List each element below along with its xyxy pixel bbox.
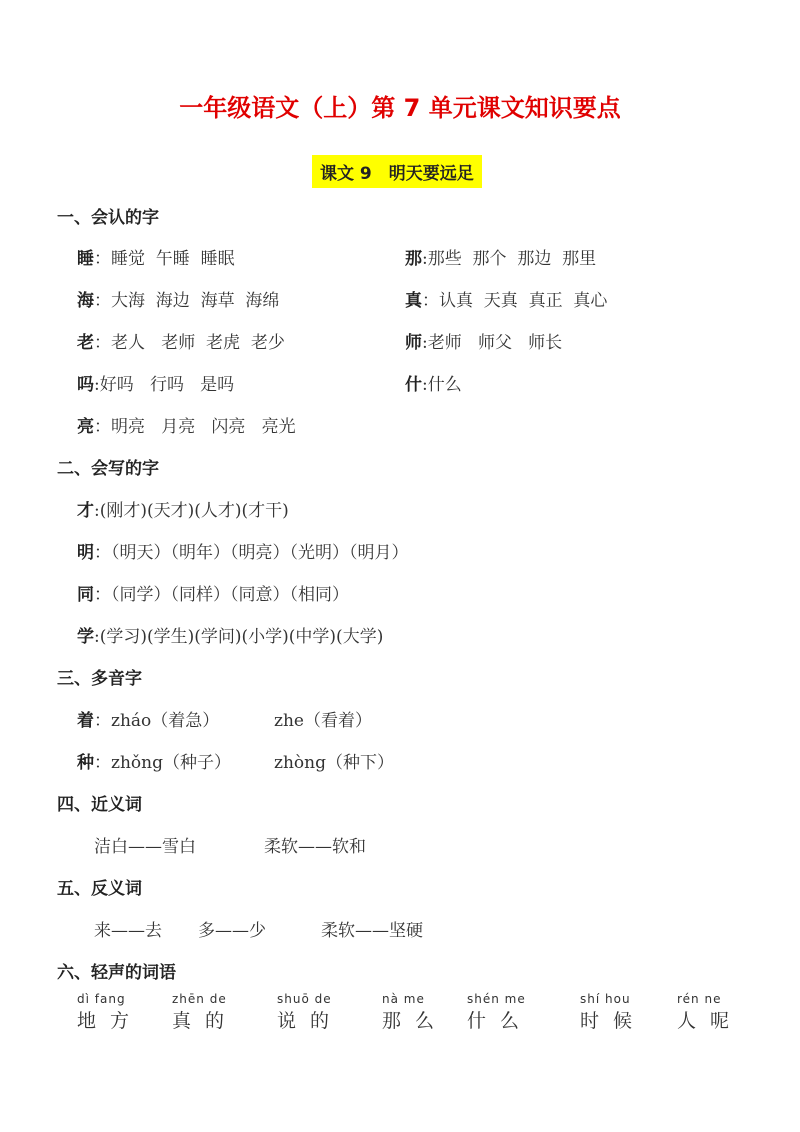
write-item: 同：（同学）（同样）（同意）（相同）: [77, 585, 349, 605]
recognize-char: 吗: [77, 375, 94, 395]
recognize-char: 那: [405, 249, 422, 269]
hanzi: 那么: [382, 1010, 449, 1032]
pinyin: shuō de: [277, 992, 332, 1006]
section-heading-synonyms: 四、近义词: [57, 795, 142, 815]
section-heading-antonyms: 五、反义词: [57, 879, 142, 899]
antonym-pair: 多——少: [198, 921, 266, 941]
recognize-item: 老：老人 老师 老虎 老少: [77, 333, 285, 353]
recognize-char: 睡: [77, 249, 94, 269]
polyphone-reading: zhòng（种下）: [274, 753, 394, 773]
recognize-item: 什:什么: [405, 375, 462, 395]
neutral-tone-word: [580, 992, 646, 1033]
neutral-tone-word: [467, 992, 533, 1033]
synonym-pair: 柔软——软和: [264, 837, 366, 857]
hanzi: 人呢: [677, 1010, 744, 1032]
antonym-pair: 来——去: [94, 921, 162, 941]
neutral-tone-word: [677, 992, 743, 1033]
neutral-tone-word: [172, 992, 238, 1033]
polyphone-item: 着：zháo（着急）: [77, 711, 220, 731]
section-heading-recognize: 一、会认的字: [57, 208, 159, 228]
pinyin: zhēn de: [172, 992, 227, 1006]
hanzi: 地方: [77, 1010, 144, 1032]
recognize-words: 老师 师父 师长: [427, 333, 563, 353]
polyphone-item: 种：zhǒng（种子）: [77, 753, 231, 773]
recognize-char: 亮: [77, 417, 94, 437]
recognize-words: 认真 天真 真正 真心: [439, 291, 608, 311]
recognize-words: 那些 那个 那边 那里: [427, 249, 597, 269]
polyphone-char: 着: [77, 711, 94, 731]
recognize-item: 亮：明亮 月亮 闪亮 亮光: [77, 417, 296, 437]
polyphone-reading: zhe（看着）: [274, 711, 372, 731]
write-char: 明: [77, 543, 94, 563]
hanzi: 什么: [467, 1010, 534, 1032]
write-words: (刚才)(天才)(人才)(才干): [99, 501, 289, 521]
polyphone-reading: zhǒng（种子）: [111, 753, 231, 773]
polyphone-reading: zháo（着急）: [111, 711, 220, 731]
neutral-tone-word: [77, 992, 143, 1033]
antonym-pair: 柔软——坚硬: [321, 921, 423, 941]
write-words: （明天）（明年）（明亮）（光明）（明月）: [111, 543, 409, 563]
pinyin: shí hou: [580, 992, 631, 1006]
page-title: 一年级语文（上）第 7 单元课文知识要点: [179, 94, 621, 122]
recognize-item: 那:那些 那个 那边 那里: [405, 249, 597, 269]
write-item: 明：（明天）（明年）（明亮）（光明）（明月）: [77, 543, 409, 563]
recognize-char: 真: [405, 291, 422, 311]
section-heading-neutral-tone: 六、轻声的词语: [57, 963, 176, 983]
pinyin: shén me: [467, 992, 526, 1006]
section-heading-write: 二、会写的字: [57, 459, 159, 479]
pinyin: nà me: [382, 992, 425, 1006]
write-item: 才:(刚才)(天才)(人才)(才干): [77, 501, 289, 521]
recognize-item: 真：认真 天真 真正 真心: [405, 291, 608, 311]
recognize-char: 海: [77, 291, 94, 311]
synonym-pair: 洁白——雪白: [94, 837, 196, 857]
write-item: 学:(学习)(学生)(学问)(小学)(中学)(大学): [77, 627, 384, 647]
write-char: 才: [77, 501, 94, 521]
pinyin: dì fang: [77, 992, 126, 1006]
write-words: (学习)(学生)(学问)(小学)(中学)(大学): [99, 627, 384, 647]
recognize-words: 好吗 行吗 是吗: [99, 375, 235, 395]
section-heading-polyphones: 三、多音字: [57, 669, 142, 689]
recognize-words: 什么: [427, 375, 462, 395]
hanzi: 说的: [277, 1010, 344, 1032]
write-char: 学: [77, 627, 94, 647]
recognize-item: 师:老师 师父 师长: [405, 333, 563, 353]
recognize-words: 明亮 月亮 闪亮 亮光: [111, 417, 296, 437]
recognize-char: 老: [77, 333, 94, 353]
recognize-item: 吗:好吗 行吗 是吗: [77, 375, 235, 395]
neutral-tone-word: [382, 992, 448, 1033]
recognize-char: 什: [405, 375, 422, 395]
recognize-words: 睡觉 午睡 睡眠: [111, 249, 235, 269]
pinyin: rén ne: [677, 992, 722, 1006]
write-words: （同学）（同样）（同意）（相同）: [111, 585, 349, 605]
recognize-char: 师: [405, 333, 422, 353]
recognize-words: 大海 海边 海草 海绵: [111, 291, 280, 311]
write-char: 同: [77, 585, 94, 605]
polyphone-char: 种: [77, 753, 94, 773]
recognize-item: 海：大海 海边 海草 海绵: [77, 291, 280, 311]
recognize-words: 老人 老师 老虎 老少: [111, 333, 285, 353]
neutral-tone-word: [277, 992, 343, 1033]
lesson-subtitle: 课文 9 明天要远足: [312, 155, 482, 188]
hanzi: 时候: [580, 1010, 647, 1032]
hanzi: 真的: [172, 1010, 239, 1032]
recognize-item: 睡：睡觉 午睡 睡眠: [77, 249, 235, 269]
